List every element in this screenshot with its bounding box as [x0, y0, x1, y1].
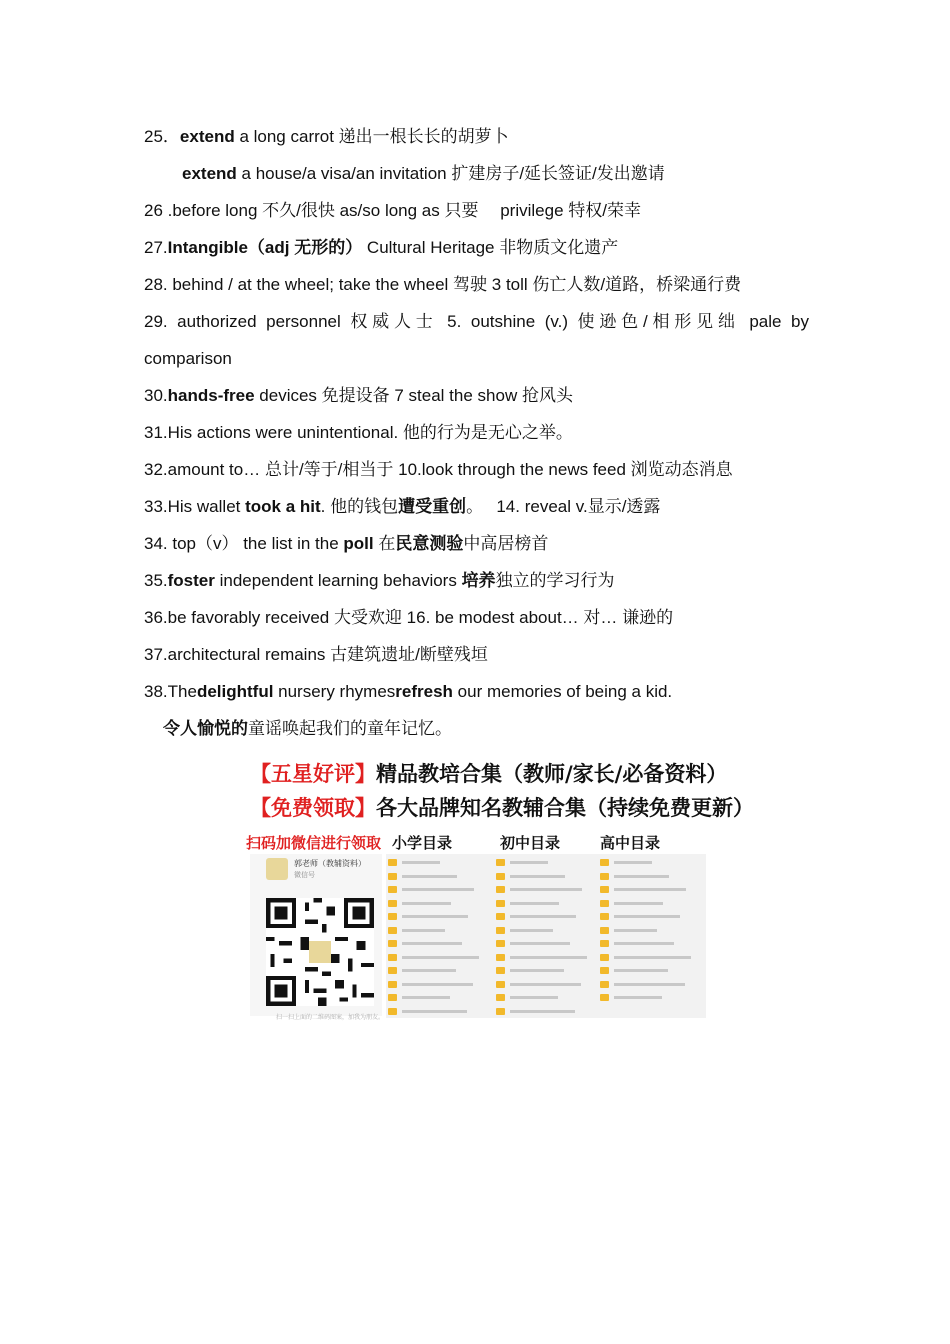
entry-38-translation: 令人愉悦的童谣唤起我们的童年记忆。: [163, 719, 452, 738]
middle-catalog-heading: 初中目录: [500, 834, 561, 852]
folder-label-placeholder: [402, 875, 457, 878]
folder-icon: [496, 859, 505, 866]
folder-label-placeholder: [402, 1010, 467, 1013]
folder-icon: [600, 886, 609, 893]
entry-33: 33.His wallet took a hit. 他的钱包遭受重创。 14. reveal v.显示/透露: [144, 497, 661, 516]
entry-29-continued: comparison: [144, 349, 232, 368]
folder-icon: [600, 981, 609, 988]
folder-icon: [496, 967, 505, 974]
primary-catalog-list: [386, 854, 494, 1018]
entry-25: 25．extend a long carrot 递出一根长长的胡萝卜: [144, 127, 509, 146]
folder-label-placeholder: [510, 983, 581, 986]
folder-label-placeholder: [614, 875, 669, 878]
folder-icon: [600, 927, 609, 934]
entry-28: 28. behind / at the wheel; take the wheel 驾驶 3 toll 伤亡人数/道路，桥梁通行费: [144, 275, 742, 294]
folder-icon: [496, 900, 505, 907]
folder-label-placeholder: [614, 942, 674, 945]
folder-label-placeholder: [510, 915, 576, 918]
folder-label-placeholder: [614, 996, 662, 999]
promo-line-2: 【免费领取】各大品牌知名教辅合集（持续免费更新）: [250, 795, 754, 820]
folder-label-placeholder: [402, 956, 479, 959]
folder-icon: [496, 873, 505, 880]
avatar: [266, 858, 288, 880]
entry-27: 27.Intangible（adj 无形的） Cultural Heritage 非物质文化遗产: [144, 238, 619, 257]
folder-label-placeholder: [402, 888, 474, 891]
folder-label-placeholder: [614, 861, 652, 864]
folder-icon: [600, 900, 609, 907]
entry-36: 36.be favorably received 大受欢迎 16. be modest about… 对… 谦逊的: [144, 608, 674, 627]
entry-32: 32.amount to… 总计/等于/相当于 10.look through the news feed 浏览动态消息: [144, 460, 733, 479]
folder-icon: [600, 954, 609, 961]
entry-30: 30.hands-free devices 免提设备 7 steal the show 抢风头: [144, 386, 573, 405]
folder-icon: [600, 873, 609, 880]
entry-25-extended: extend a house/a visa/an invitation 扩建房子/延长签证/发出邀请: [182, 164, 665, 183]
folder-label-placeholder: [510, 969, 564, 972]
middle-catalog-list: [494, 854, 602, 1018]
qr-code-icon: [266, 898, 374, 1006]
folder-icon: [496, 994, 505, 1001]
entry-35: 35.foster independent learning behaviors 培养独立的学习行为: [144, 571, 615, 590]
folder-icon: [388, 913, 397, 920]
folder-label-placeholder: [510, 956, 587, 959]
folder-icon: [388, 1008, 397, 1015]
folder-label-placeholder: [402, 902, 451, 905]
contact-id-label: 微信号: [294, 872, 315, 879]
high-catalog-list: [598, 854, 706, 1018]
folder-icon: [388, 994, 397, 1001]
folder-label-placeholder: [614, 888, 686, 891]
folder-icon: [600, 967, 609, 974]
contact-name: 郭老师（教辅资料）: [294, 859, 366, 868]
entry-26: 26 .before long 不久/很快 as/so long as 只要 privilege 特权/荣幸: [144, 201, 641, 220]
folder-label-placeholder: [510, 875, 565, 878]
folder-label-placeholder: [614, 983, 685, 986]
folder-icon: [388, 900, 397, 907]
folder-label-placeholder: [510, 996, 558, 999]
primary-catalog-heading: 小学目录: [392, 834, 453, 852]
folder-label-placeholder: [510, 861, 548, 864]
promo-line-1: 【五星好评】精品教培合集（教师/家长/必备资料）: [250, 761, 728, 786]
folder-icon: [496, 1008, 505, 1015]
folder-label-placeholder: [402, 942, 462, 945]
folder-icon: [388, 954, 397, 961]
scan-instruction: 扫码加微信进行领取: [246, 834, 382, 852]
folder-icon: [496, 886, 505, 893]
promo-image: [246, 754, 754, 1022]
entry-34: 34. top（v） the list in the poll 在民意测验中高居榜首: [144, 534, 549, 553]
folder-label-placeholder: [402, 969, 456, 972]
folder-label-placeholder: [402, 996, 450, 999]
folder-icon: [496, 981, 505, 988]
qr-caption: 扫一扫上面的二维码图案，加我为朋友。: [276, 1015, 385, 1021]
entry-38: 38.Thedelightful nursery rhymesrefresh our memories of being a kid.: [144, 682, 673, 701]
folder-label-placeholder: [510, 1010, 575, 1013]
folder-icon: [496, 954, 505, 961]
folder-icon: [388, 886, 397, 893]
folder-icon: [496, 927, 505, 934]
folder-icon: [388, 859, 397, 866]
folder-label-placeholder: [510, 888, 582, 891]
folder-label-placeholder: [402, 915, 468, 918]
folder-icon: [388, 981, 397, 988]
folder-label-placeholder: [614, 902, 663, 905]
folder-label-placeholder: [402, 861, 440, 864]
folder-icon: [496, 913, 505, 920]
folder-label-placeholder: [510, 929, 553, 932]
folder-label-placeholder: [614, 929, 657, 932]
entry-29: 29. authorized personnel 权威人士 5. outshine (v.) 使逊色/相形见绌 pale by: [144, 312, 809, 331]
entry-37: 37.architectural remains 古建筑遗址/断壁残垣: [144, 645, 488, 664]
folder-label-placeholder: [402, 983, 473, 986]
folder-icon: [600, 913, 609, 920]
high-catalog-heading: 高中目录: [600, 834, 661, 852]
folder-label-placeholder: [510, 942, 570, 945]
folder-icon: [600, 940, 609, 947]
folder-icon: [388, 940, 397, 947]
folder-icon: [388, 967, 397, 974]
folder-label-placeholder: [614, 969, 668, 972]
folder-label-placeholder: [510, 902, 559, 905]
folder-label-placeholder: [402, 929, 445, 932]
folder-icon: [600, 859, 609, 866]
entry-31: 31.His actions were unintentional. 他的行为是无心之举。: [144, 423, 573, 442]
folder-icon: [496, 940, 505, 947]
folder-icon: [600, 994, 609, 1001]
folder-icon: [388, 873, 397, 880]
folder-label-placeholder: [614, 956, 691, 959]
folder-label-placeholder: [614, 915, 680, 918]
folder-icon: [388, 927, 397, 934]
